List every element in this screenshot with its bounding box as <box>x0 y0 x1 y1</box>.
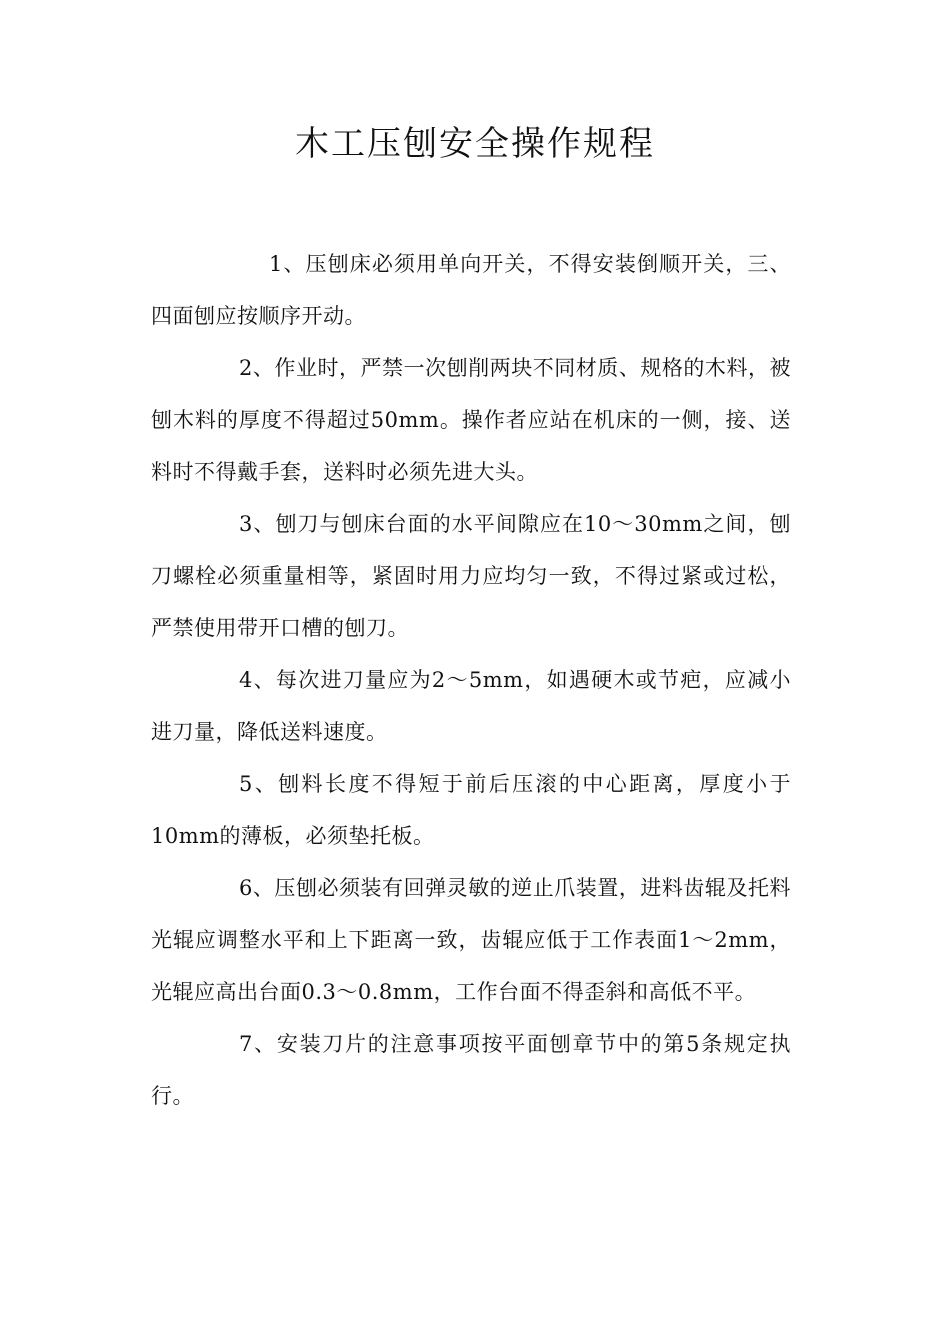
paragraph-3: 3、刨刀与刨床台面的水平间隙应在10～30mm之间，刨刀螺栓必须重量相等，紧固时用力应均匀一致，不得过紧或过松，严禁使用带开口槽的刨刀。 <box>151 512 791 640</box>
paragraph-1: 1、压刨床必须用单向开关，不得安装倒顺开关，三、四面刨应按顺序开动。 <box>151 252 791 328</box>
document-body <box>151 238 791 1122</box>
document-title: 木工压刨安全操作规程 <box>295 124 655 164</box>
paragraph-4: 4、每次进刀量应为2～5mm，如遇硬木或节疤，应减小进刀量，降低送料速度。 <box>151 668 791 744</box>
paragraph-2: 2、作业时，严禁一次刨削两块不同材质、规格的木料，被刨木料的厚度不得超过50mm。操作者应站在机床的一侧，接、送料时不得戴手套，送料时必须先进大头。 <box>151 356 791 484</box>
paragraph-7: 7、安装刀片的注意事项按平面刨章节中的第5条规定执行。 <box>151 1032 791 1108</box>
paragraph-5: 5、刨料长度不得短于前后压滚的中心距离，厚度小于10mm的薄板，必须垫托板。 <box>151 772 791 848</box>
paragraph-6: 6、压刨必须装有回弹灵敏的逆止爪装置，进料齿辊及托料光辊应调整水平和上下距离一致，齿辊应低于工作表面1～2mm，光辊应高出台面0.3～0.8mm，工作台面不得歪斜和高低不平。 <box>151 876 791 1004</box>
